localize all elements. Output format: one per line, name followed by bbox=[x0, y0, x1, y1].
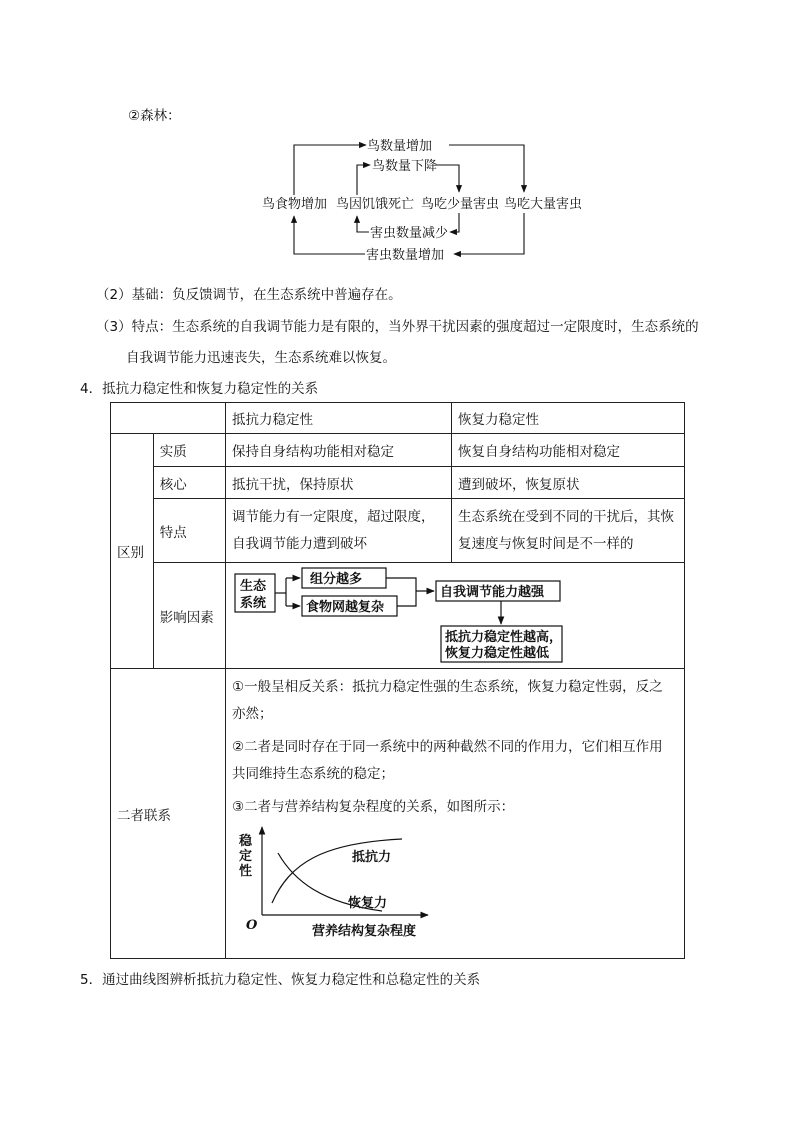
more-groups-text: 组分越多 bbox=[310, 571, 363, 587]
arrow-eat-few-to-pest-down bbox=[450, 213, 459, 232]
arrow-count-down-to-eat-few bbox=[436, 165, 459, 192]
feature-recovery-line1: 生态系统在受到不同的干扰后，其恢 bbox=[458, 508, 674, 525]
factors-flow-diagram bbox=[226, 564, 682, 668]
arrow-count-up-to-eat-many bbox=[449, 145, 524, 192]
arrow-starve-to-count-down bbox=[357, 165, 370, 195]
relation-p1-line2: 亦然； bbox=[232, 706, 273, 722]
row-label-essence: 实质 bbox=[153, 434, 225, 467]
row-label-factors: 影响因素 bbox=[153, 563, 225, 669]
feature-resistance bbox=[226, 499, 452, 563]
essence-resistance: 保持自身结构功能相对稳定 bbox=[226, 434, 452, 467]
table-row bbox=[111, 563, 685, 669]
row-label-feature: 特点 bbox=[153, 499, 225, 563]
result-text-line1: 抵抗力稳定性越高， bbox=[445, 629, 563, 645]
relation-p2-line1: ②二者是同时存在于同一系统中的两种截然不同的作用力，它们相互作用 bbox=[232, 739, 663, 755]
core-recovery: 遭到破坏，恢复原状 bbox=[452, 467, 685, 499]
feature-recovery-line2: 复速度与恢复时间是不一样的 bbox=[458, 535, 634, 552]
y-label-char1: 稳 bbox=[239, 834, 253, 849]
header-recovery: 恢复力稳定性 bbox=[452, 403, 685, 434]
stability-chart bbox=[232, 823, 432, 943]
result-text-line2: 恢复力稳定性越低 bbox=[445, 645, 550, 661]
relation-p3: ③二者与营养结构复杂程度的关系，如图所示： bbox=[232, 799, 515, 815]
table-row bbox=[111, 467, 685, 499]
table-row bbox=[111, 669, 685, 959]
relation-label: 二者联系 bbox=[111, 669, 226, 959]
table-header-row bbox=[111, 403, 685, 434]
table-row bbox=[111, 434, 685, 467]
header-resistance: 抵抗力稳定性 bbox=[226, 403, 452, 434]
stability-relationship-table bbox=[110, 402, 685, 959]
row-label-core: 核心 bbox=[153, 467, 225, 499]
complex-web-text: 食物网越复杂 bbox=[306, 599, 385, 615]
y-label-char3: 性 bbox=[239, 864, 253, 879]
node-bird-count-down: 鸟数量下降 bbox=[372, 159, 438, 174]
series-label-resistance: 抵抗力 bbox=[352, 850, 392, 865]
node-pest-count-up: 害虫数量增加 bbox=[366, 248, 445, 263]
arrow-pest-up-to-food bbox=[294, 216, 365, 254]
y-label-char2: 定 bbox=[239, 849, 253, 864]
node-bird-food-increase: 鸟食物增加 bbox=[262, 197, 328, 212]
relation-p1-line1: ①一般呈相反关系：抵抗力稳定性强的生态系统，恢复力稳定性弱，反之 bbox=[232, 679, 663, 695]
basis-text: （2）基础：负反馈调节，在生态系统中普遍存在。 bbox=[96, 287, 402, 303]
node-bird-eat-many: 鸟吃大量害虫 bbox=[504, 197, 583, 212]
feature-resistance-line1: 调节能力有一定限度，超过限度， bbox=[232, 508, 435, 525]
feature-recovery bbox=[452, 499, 685, 563]
feature-text-line1: （3）特点：生态系统的自我调节能力是有限的，当外界干扰因素的强度超过一定限度时，生态系统的 bbox=[96, 319, 699, 335]
section5-title: 5．通过曲线图辨析抵抗力稳定性、恢复力稳定性和总稳定性的关系 bbox=[80, 972, 481, 988]
arrow-eat-many-to-pest-up bbox=[454, 213, 524, 254]
node-bird-eat-few: 鸟吃少量害虫 bbox=[421, 197, 500, 212]
eco-system-line2: 系统 bbox=[240, 595, 267, 611]
series-label-recovery: 恢复力 bbox=[348, 896, 388, 911]
difference-group-label: 区别 bbox=[111, 434, 154, 669]
factors-diagram-cell bbox=[226, 563, 685, 669]
essence-recovery: 恢复自身结构功能相对稳定 bbox=[452, 434, 685, 467]
x-axis-label: 营养结构复杂程度 bbox=[312, 924, 417, 939]
node-bird-count-up: 鸟数量增加 bbox=[367, 139, 433, 154]
arrow-pest-down-to-starve bbox=[357, 216, 369, 232]
origin-label: O bbox=[246, 918, 258, 933]
table-row bbox=[111, 499, 685, 563]
eco-system-line1: 生态 bbox=[240, 578, 267, 594]
relation-p2-line2: 共同维持生态系统的稳定； bbox=[232, 766, 395, 782]
arrow-food-to-count-up bbox=[294, 145, 366, 195]
self-regulation-text: 自我调节能力越强 bbox=[440, 584, 545, 600]
header-empty-cell bbox=[111, 403, 226, 434]
feature-resistance-line2: 自我调节能力遭到破坏 bbox=[232, 535, 368, 552]
node-bird-starve: 鸟因饥饿死亡 bbox=[336, 197, 415, 212]
relation-content bbox=[226, 669, 685, 959]
core-resistance: 抵抗干扰，保持原状 bbox=[226, 467, 452, 499]
node-pest-count-down: 害虫数量减少 bbox=[370, 226, 449, 241]
section4-title: 4．抵抗力稳定性和恢复力稳定性的关系 bbox=[80, 381, 319, 397]
feature-text-line2: 自我调节能力迅速丧失，生态系统难以恢复。 bbox=[126, 350, 396, 366]
forest-label: ②森林： bbox=[128, 108, 181, 124]
forest-feedback-diagram bbox=[0, 0, 794, 270]
